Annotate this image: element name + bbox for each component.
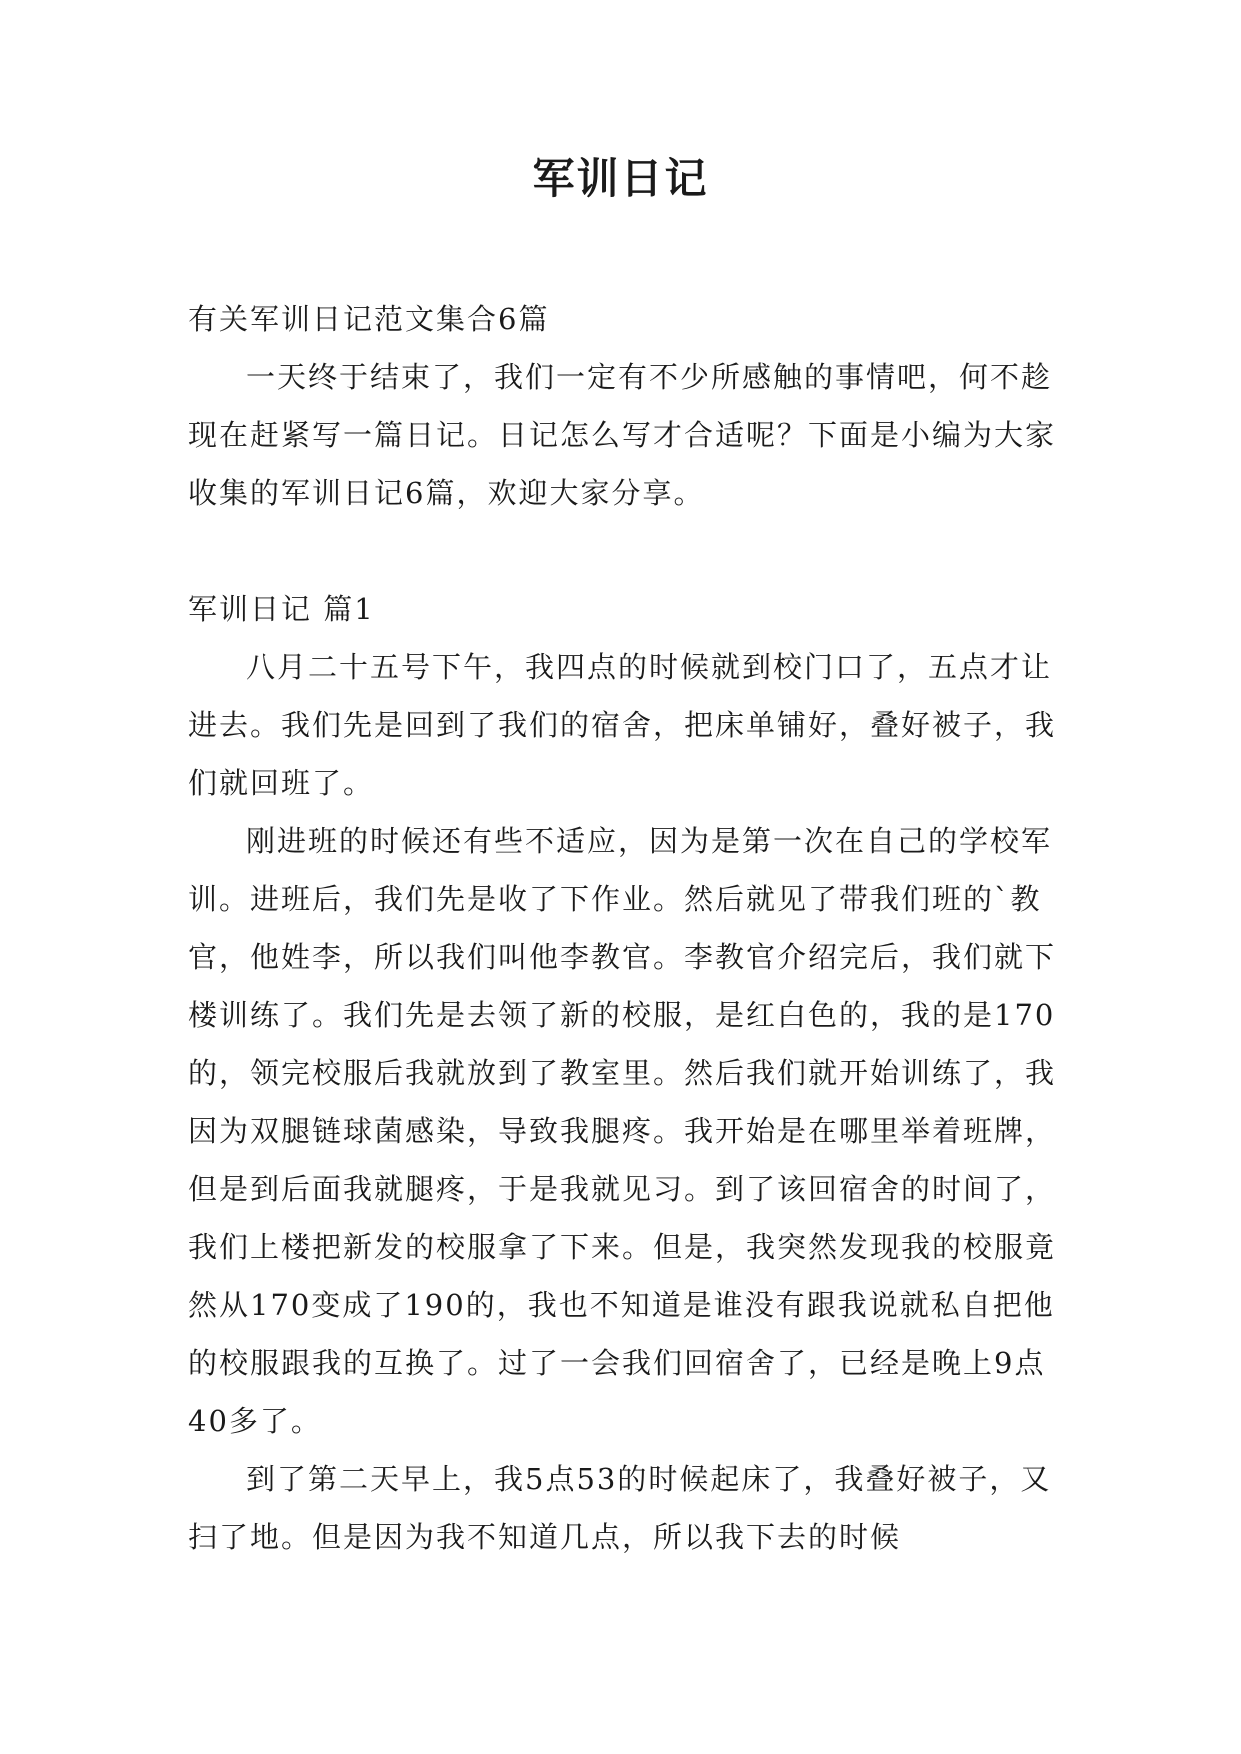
document-subtitle: 有关军训日记范文集合6篇 [188, 302, 550, 336]
document-body [188, 290, 1068, 1566]
body-paragraph: 八月二十五号下午，我四点的时候就到校门口了，五点才让进去。我们先是回到了我们的宿舍，把床单铺好，叠好被子，我们就回班了。 [188, 650, 1057, 800]
document-title: 军训日记 [532, 154, 709, 203]
intro-paragraph: 一天终于结束了，我们一定有不少所感触的事情吧，何不趁现在赶紧写一篇日记。日记怎么写才合适呢？下面是小编为大家收集的军训日记6篇，欢迎大家分享。 [188, 360, 1057, 510]
section-heading: 军训日记 篇1 [188, 592, 375, 626]
body-paragraph: 到了第二天早上，我5点53的时候起床了，我叠好被子，又扫了地。但是因为我不知道几点，所以我下去的时候 [188, 1462, 1052, 1554]
body-paragraph: 刚进班的时候还有些不适应，因为是第一次在自己的学校军训。进班后，我们先是收了下作业。然后就见了带我们班的`教官，他姓李，所以我们叫他李教官。李教官介绍完后，我们就下楼训练了。我们先是去领了新的校服，是红白色的，我的是170的，领完校服后我就放到了教室里。然后我们就开始训练了，我因为双腿链球菌感染，导致我腿疼。我开始是在哪里举着班牌，但是到后面我就腿疼，于是我就见习。到了该回宿舍的时间了，我们上楼把新发的校服拿了下来。但是，我突然发现我的校服竟然从170变成了190的，我也不知道是谁没有跟我说就私自把他的校服跟我的互换了。过了一会我们回宿舍了，已经是晚上9点40多了。 [188, 824, 1057, 1438]
